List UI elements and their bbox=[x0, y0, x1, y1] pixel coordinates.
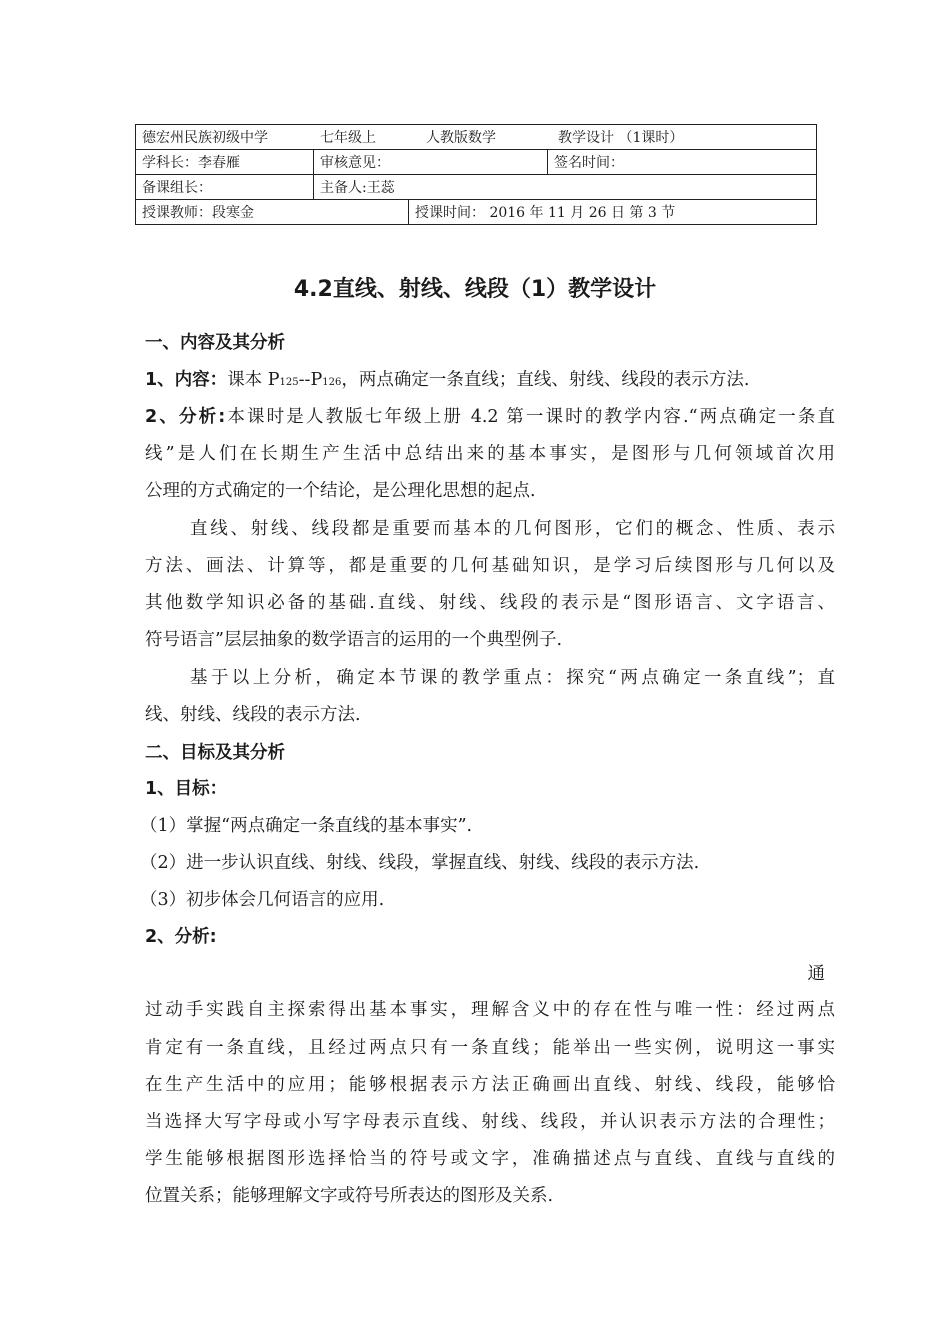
header-table bbox=[135, 124, 817, 225]
analysis-2-line-6: 位置关系；能够理解文字或符号所表达的图形及关系. bbox=[145, 1186, 554, 1206]
analysis-text-1: 本课时是人教版七年级上册 4.2 第一课时的教学内容.“两点确定一条直 bbox=[225, 407, 835, 427]
edition-label: 人教版数学 bbox=[426, 130, 496, 146]
page-subscript-end: 126 bbox=[322, 377, 342, 388]
content-text-c: ，两点确定一条直线；直线、射线、线段的表示方法. bbox=[341, 370, 750, 390]
analysis-2-label-line bbox=[145, 924, 835, 950]
analysis-2-label: 2、分析: bbox=[145, 927, 217, 947]
header-row-1 bbox=[136, 125, 817, 150]
header-cell-course-info bbox=[136, 125, 817, 150]
paragraph-3-line-2: 线、射线、线段的表示方法. bbox=[145, 705, 361, 725]
content-label: 1、内容： bbox=[145, 370, 228, 390]
paragraph-2-line-4: 符号语言”层层抽象的数学语言的运用的一个典型例子. bbox=[145, 630, 563, 650]
analysis-2-line-1: 过动手实践自主探索得出基本事实，理解含义中的存在性与唯一性：经过两点 bbox=[145, 1000, 835, 1020]
goal-item-2: （2）进一步认识直线、射线、线段，掌握直线、射线、线段的表示方法. bbox=[140, 853, 700, 873]
analysis-line-3: 公理的方式确定的一个结论，是公理化思想的起点. bbox=[145, 481, 536, 501]
teacher-cell: 授课教师：段寒金 bbox=[136, 200, 409, 225]
goal-label: 1、目标： bbox=[145, 779, 228, 799]
analysis-2-line-2: 肯定有一条直线，且经过两点只有一条直线；能举出一些实例，说明这一事实 bbox=[145, 1038, 835, 1058]
analysis-2-line-3: 在生产生活中的应用；能够根据表示方法正确画出直线、射线、线段，能够恰 bbox=[145, 1075, 835, 1095]
header-row-2 bbox=[136, 150, 817, 175]
analysis-2-first-char: 通 bbox=[807, 964, 825, 984]
section-1-heading: 一、内容及其分析 bbox=[145, 333, 285, 353]
header-row-4 bbox=[136, 200, 817, 225]
sign-time-cell: 签名时间： bbox=[548, 150, 817, 175]
goal-item-1: （1）掌握“两点确定一条直线的基本事实”. bbox=[140, 816, 473, 836]
page-subscript-start: 125 bbox=[279, 377, 299, 388]
analysis-label: 2、分析: bbox=[145, 407, 226, 427]
school-name: 德宏州民族初级中学 bbox=[142, 130, 268, 146]
section-2-heading: 二、目标及其分析 bbox=[145, 743, 285, 763]
analysis-2-line-4: 当选择大写字母或小写字母表示直线、射线、线段，并认识表示方法的合理性； bbox=[145, 1112, 835, 1132]
paragraph-2-line-1: 直线、射线、线段都是重要而基本的几何图形，它们的概念、性质、表示 bbox=[190, 519, 835, 539]
content-line bbox=[145, 367, 835, 396]
page-title: 4.2直线、射线、线段（1）教学设计 bbox=[293, 277, 657, 302]
paragraph-2-line-2: 方法、画法、计算等，都是重要的几何基础知识，是学习后续图形与几何以及 bbox=[145, 556, 835, 576]
analysis-2-line-5: 学生能够根据图形选择恰当的符号或文字，准确描述点与直线、直线与直线的 bbox=[145, 1149, 835, 1169]
paragraph-2-line-3: 其他数学知识必备的基础.直线、射线、线段的表示是“图形语言、文字语言、 bbox=[145, 593, 835, 613]
paragraph-3-line-1: 基于以上分析，确定本节课的教学重点：探究“两点确定一条直线”；直 bbox=[190, 668, 835, 688]
design-label: 教学设计 （1课时） bbox=[558, 130, 684, 146]
review-cell: 审核意见： bbox=[314, 150, 548, 175]
prep-lead-cell: 备课组长： bbox=[136, 175, 314, 200]
lesson-time-cell: 授课时间： 2016 年 11 月 26 日 第 3 节 bbox=[409, 200, 817, 225]
content-text-a: 课本 P bbox=[227, 370, 280, 390]
content-text-b: --P bbox=[298, 370, 323, 390]
subject-lead-cell: 学科长：李春雁 bbox=[136, 150, 314, 175]
analysis-line-2: 线”是人们在长期生产生活中总结出来的基本事实，是图形与几何领域首次用 bbox=[145, 444, 835, 464]
main-prep-cell: 主备人:王蕊 bbox=[314, 175, 817, 200]
grade-label: 七年级上 bbox=[320, 130, 376, 146]
header-row-3 bbox=[136, 175, 817, 200]
analysis-line-1 bbox=[145, 404, 835, 430]
goal-item-3: （3）初步体会几何语言的应用. bbox=[140, 890, 385, 910]
